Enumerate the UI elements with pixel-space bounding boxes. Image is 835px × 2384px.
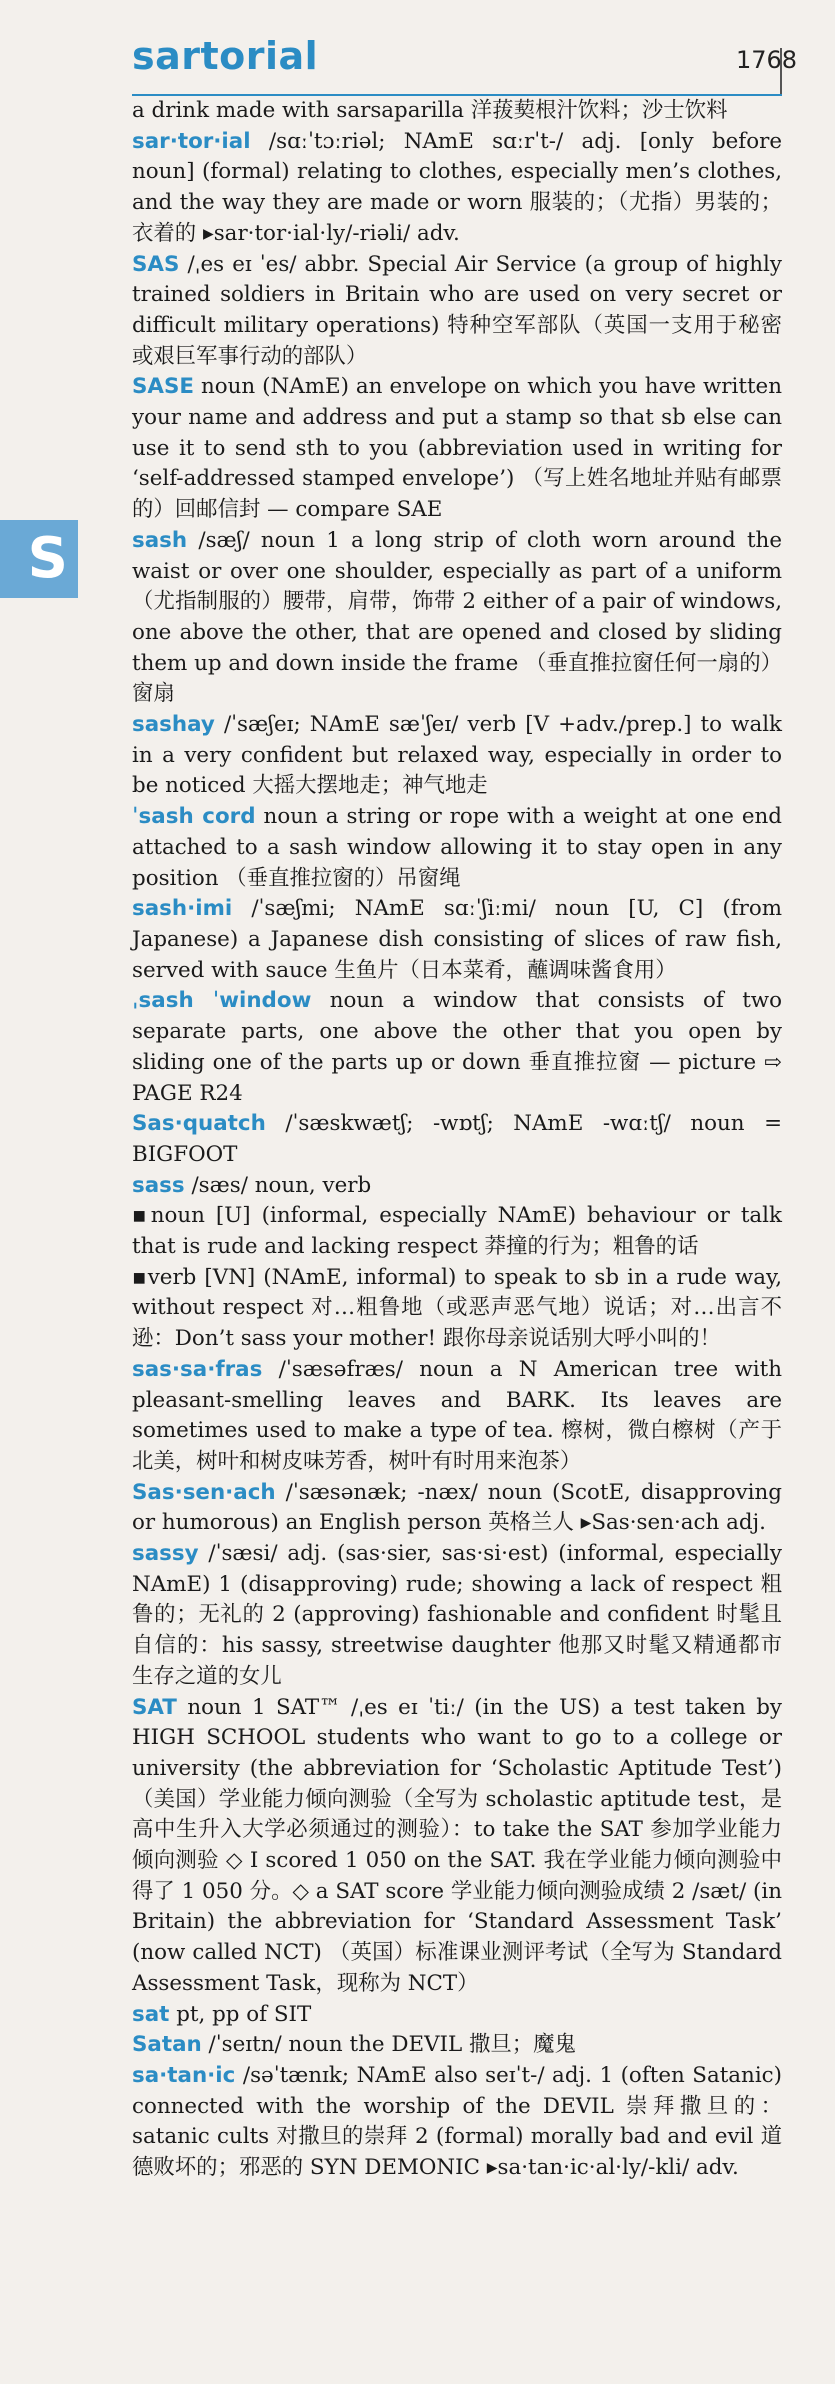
entry-text: /ˈsæʃeɪ; NAmE sæˈʃeɪ/ verb [V +adv./prep.] to walk in a very confident but relaxed way, especially in order to be noticed 大摇大摆地走；神气地走 [132, 712, 782, 799]
entry-text: /ˈsæsi/ adj. (sas·sier, sas·si·est) (informal, especially NAmE) 1 (disapproving) rude; showing a lack of respect 粗鲁的；无礼的 2 (approving) fashionable and confident 时髦且自信的：his sassy, streetwise daughter 他那又时髦又精通都市生存之道的女儿 [132, 1541, 782, 1689]
entry-sash-cord [132, 802, 782, 894]
page-number: 1768 [736, 46, 798, 74]
headword: Sas·quatch [132, 1111, 266, 1137]
entry-text: pt, pp of SIT [176, 2001, 312, 2027]
entry-text: /sæʃ/ noun 1 a long strip of cloth worn around the waist or over one shoulder, especially as part of a uniform （尤指制服的）腰带，肩带，饰带 2 either of a pair of windows, one above the other, that are opened and closed by sliding them up and down inside the frame （垂直推拉窗任何一扇的）窗扇 [132, 527, 782, 707]
headword: SASE [132, 374, 194, 400]
headword: Sas·sen·ach [132, 1479, 276, 1505]
entry-text: /sɑːˈtɔːriəl; NAmE sɑːrˈt-/ adj. [only before noun] (formal) relating to clothes, especially men’s clothes, and the way they are made or worn 服装的；（尤指）男装的；衣着的 ▸sar·tor·ial·ly/-riəli/ adv. [132, 128, 782, 246]
headword: sass [132, 1172, 185, 1198]
entry-sassy [132, 1539, 782, 1693]
entry-text: /ˈsæʃmi; NAmE sɑːˈʃiːmi/ noun [U, C] (from Japanese) a Japanese dish consisting of slices of raw fish, served with sauce 生鱼片（日本菜肴，蘸调味酱食用） [132, 896, 782, 983]
entry-sassafras [132, 1355, 782, 1478]
headword: sash [132, 527, 188, 553]
entry-text: /ˌes eɪ ˈes/ abbr. Special Air Service (a group of highly trained soldiers in Britain who are used on very secret or difficult military operations) 特种空军部队（英国一支用于秘密或艰巨军事行动的部队） [132, 251, 782, 369]
entry-sat-noun [132, 1693, 782, 2000]
entry-sartorial [132, 127, 782, 250]
headword: sar·tor·ial [132, 128, 251, 154]
entry-sase [132, 372, 782, 526]
entry-text: /ˈsæsənæk; -næx/ noun (ScotE, disapproving or humorous) an English person 英格兰人 ▸Sas·sen·ach adj. [132, 1479, 782, 1536]
entry-sas [132, 250, 782, 373]
entry-text: noun (NAmE) an envelope on which you have written your name and address and put a stamp so that sb else can use it to send sth to you (abbreviation used in writing for ‘self-addressed stamped envelope’) （写上姓名地址并贴有邮票的）回邮信封 — compare SAE [132, 374, 782, 523]
thumb-index-tab: S [0, 520, 78, 598]
entry-text: ▪noun [U] (informal, especially NAmE) behaviour or talk that is rude and lacking respect 莽撞的行为；粗鲁的话 [132, 1203, 782, 1260]
headword: SAT [132, 1694, 177, 1720]
entry-text: /səˈtænɪk; NAmE also seɪˈt-/ adj. 1 (often Satanic) connected with the worship of the DEVIL 崇拜撒旦的：satanic cults 对撒旦的崇拜 2 (formal) morally bad and evil 道德败坏的；邪恶的 SYN DEMONIC ▸sa·tan·ic·al·ly/-kli/ adv. [132, 2063, 782, 2181]
headword: sash·imi [132, 896, 233, 922]
headword: sat [132, 2001, 170, 2027]
entry-sat-verb [132, 2000, 782, 2031]
entry-sashimi [132, 894, 782, 986]
entry-sass-noun [132, 1201, 782, 1262]
entry-sass-verb [132, 1263, 782, 1355]
entry-text: noun a window that consists of two separate parts, one above the other that you open by sliding one of the parts up or down 垂直推拉窗 — picture ⇨ PAGE R24 [132, 988, 782, 1106]
entry-text: /ˈseɪtn/ noun the DEVIL 撒旦；魔鬼 [208, 2032, 576, 2058]
entry-satanic [132, 2061, 782, 2184]
entry-text: noun a string or rope with a weight at one end attached to a sash window allowing it to stay open in any position （垂直推拉窗的）吊窗绳 [132, 804, 782, 891]
headword: sassy [132, 1541, 199, 1567]
entry-text: a drink made with sarsaparilla 洋菝葜根汁饮料；沙士饮料 [132, 98, 728, 123]
entry-text: ▪verb [VN] (NAmE, informal) to speak to sb in a rude way, without respect 对…粗鲁地（或恶声恶气地）说话；对…出言不逊：Don’t sass your mother! 跟你母亲说话别大呼小叫的！ [132, 1264, 782, 1352]
headword: sashay [132, 712, 215, 738]
entry-continuation [132, 96, 782, 127]
page-header [0, 28, 835, 98]
headword: ˈsash cord [132, 804, 256, 830]
entry-sasquatch [132, 1109, 782, 1170]
headword: Satan [132, 2032, 202, 2058]
entry-sashay [132, 710, 782, 802]
running-headword: sartorial [132, 34, 319, 78]
headword: sas·sa·fras [132, 1356, 263, 1382]
entry-sash-window [132, 986, 782, 1109]
entry-sass [132, 1171, 782, 1202]
entry-satan [132, 2030, 782, 2061]
entry-sassenach [132, 1478, 782, 1539]
headword: SAS [132, 251, 180, 277]
entry-sash [132, 526, 782, 710]
entry-text: /sæs/ noun, verb [191, 1172, 372, 1198]
entry-text: /ˈsæskwætʃ; -wɒtʃ; NAmE -wɑːtʃ/ noun = BIGFOOT [132, 1111, 782, 1167]
headword: sa·tan·ic [132, 2063, 236, 2088]
entry-text: noun 1 SAT™ /ˌes eɪ ˈtiː/ (in the US) a test taken by HIGH SCHOOL students who want to go to a college or university (the abbreviation for ‘Scholastic Aptitude Test’) （美国）学业能力倾向测验（全写为 scholastic aptitude test，是高中生升入大学必须通过的测验）：to take the SAT 参加学业能力倾向测验 ◇ I scored 1 050 on the SAT. 我在学业能力倾向测验中得了 1 050 分。◇ a SAT score 学业能力倾向测验成绩 2 /sæt/ (in Britain) the abbreviation for ‘Standard Assessment Task’ (now called NCT) （英国）标准课业测评考试（全写为 Standard Assessment Task，现称为 NCT） [132, 1694, 782, 1996]
dictionary-entries [132, 96, 782, 2184]
headword: ˌsash ˈwindow [132, 988, 312, 1014]
entry-text: /ˈsæsəfræs/ noun a N American tree with pleasant-smelling leaves and BARK. Its leaves are sometimes used to make a type of tea. 檫树，微白檫树（产于北美，树叶和树皮味芳香，树叶有时用来泡茶） [132, 1356, 782, 1474]
